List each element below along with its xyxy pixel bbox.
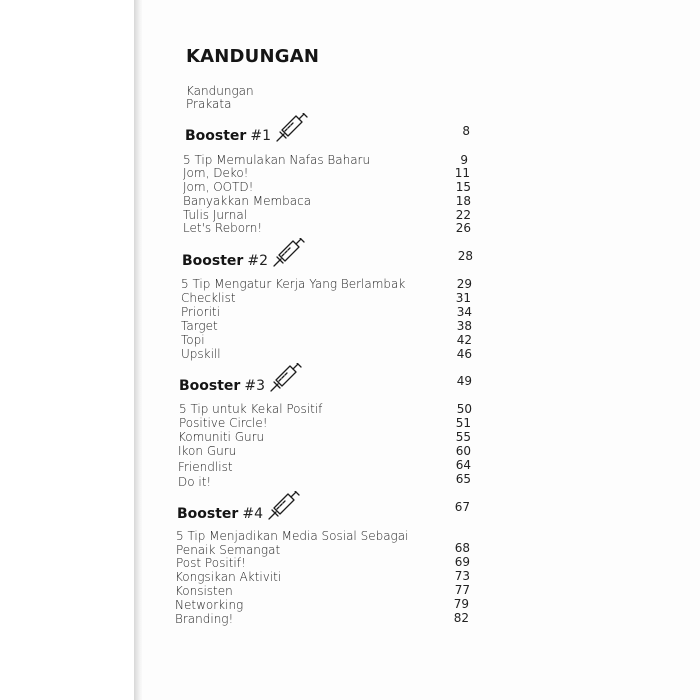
toc-page-number: 50 <box>456 402 472 416</box>
toc-entry[interactable]: Jom, Deko! <box>183 166 249 180</box>
section-page-number: 8 <box>462 124 470 138</box>
toc-page-number: 64 <box>455 458 471 472</box>
toc-page-number: 9 <box>460 153 468 167</box>
section-heading-booster-4[interactable] <box>177 493 301 523</box>
toc-page-number: 22 <box>455 208 471 222</box>
toc-entry[interactable]: Networking <box>175 598 244 612</box>
section-page-number: 67 <box>454 500 470 514</box>
toc-entry[interactable]: Topi <box>181 333 205 347</box>
section-heading-word: Booster <box>182 253 244 269</box>
toc-entry[interactable]: Post Positif! <box>176 556 246 570</box>
toc-page-number: 11 <box>454 166 470 180</box>
page-title: KANDUNGAN <box>186 46 320 67</box>
section-page-number: 49 <box>456 374 472 388</box>
toc-page-number: 15 <box>455 180 471 194</box>
syringe-icon <box>275 113 309 143</box>
section-heading-number: #1 <box>250 128 271 144</box>
toc-entry[interactable]: Friendlist <box>178 460 233 474</box>
toc-entry[interactable]: Tulis Jurnal <box>183 208 248 222</box>
section-heading-number: #3 <box>244 378 265 394</box>
toc-entry[interactable]: Target <box>181 319 218 333</box>
toc-entry-kandungan[interactable]: Kandungan <box>186 84 254 98</box>
toc-entry[interactable]: Let's Reborn! <box>183 221 263 235</box>
toc-entry[interactable]: Checklist <box>181 291 236 305</box>
toc-entry[interactable]: Komuniti Guru <box>178 430 265 444</box>
toc-entry[interactable]: Jom, OOTD! <box>183 180 254 194</box>
toc-page-number: 31 <box>455 291 471 305</box>
toc-entry[interactable]: Do it! <box>178 475 212 489</box>
toc-page-number: 18 <box>455 194 471 208</box>
toc-page-number: 29 <box>456 277 472 291</box>
toc-page-number: 79 <box>453 597 469 611</box>
toc-entry[interactable]: Penaik Semangat <box>176 543 281 557</box>
section-heading-word: Booster <box>185 128 247 144</box>
toc-page-number: 82 <box>453 611 469 625</box>
page-left-margin <box>0 0 136 700</box>
toc-page-number: 51 <box>455 416 471 430</box>
toc-page-number: 42 <box>456 333 472 347</box>
section-heading-booster-2[interactable] <box>182 240 306 270</box>
toc-entry[interactable]: Prioriti <box>181 305 220 319</box>
toc-page-number: 60 <box>455 444 471 458</box>
syringe-icon <box>267 491 301 521</box>
toc-entry-prakata[interactable]: Prakata <box>186 97 232 111</box>
section-page-number: 28 <box>457 249 473 263</box>
toc-entry[interactable]: Kongsikan Aktiviti <box>175 570 282 584</box>
toc-page-number: 46 <box>456 347 472 361</box>
toc-page-number: 34 <box>456 305 472 319</box>
syringe-icon <box>269 363 303 393</box>
toc-entry[interactable]: 5 Tip Mengatur Kerja Yang Berlambak <box>181 277 406 291</box>
toc-page-number: 69 <box>454 555 470 569</box>
toc-page-number: 77 <box>454 583 470 597</box>
toc-page-number: 26 <box>455 221 471 235</box>
toc-entry[interactable]: Ikon Guru <box>178 444 237 458</box>
toc-entry[interactable]: Banyakkan Membaca <box>183 194 312 208</box>
toc-entry[interactable]: 5 Tip Memulakan Nafas Baharu <box>183 153 371 167</box>
toc-page-number: 65 <box>455 472 471 486</box>
section-heading-booster-1[interactable] <box>185 115 309 145</box>
toc-page-number: 68 <box>454 541 470 555</box>
toc-page-number: 73 <box>454 569 470 583</box>
toc-entry[interactable]: Positive Circle! <box>179 416 268 430</box>
syringe-icon <box>272 238 306 268</box>
toc-entry[interactable]: 5 Tip untuk Kekal Positif <box>179 402 323 416</box>
toc-entry[interactable]: Upskill <box>181 347 221 361</box>
section-heading-number: #2 <box>247 253 268 269</box>
section-heading-booster-3[interactable] <box>179 365 303 395</box>
toc-page-number: 38 <box>456 319 472 333</box>
toc-page-number: 55 <box>455 430 471 444</box>
toc-entry[interactable]: 5 Tip Menjadikan Media Sosial Sebagai <box>176 529 409 543</box>
toc-entry[interactable]: Konsisten <box>175 584 233 598</box>
section-heading-word: Booster <box>177 506 239 522</box>
section-heading-number: #4 <box>242 506 263 522</box>
section-heading-word: Booster <box>179 378 241 394</box>
toc-entry[interactable]: Branding! <box>175 612 234 626</box>
